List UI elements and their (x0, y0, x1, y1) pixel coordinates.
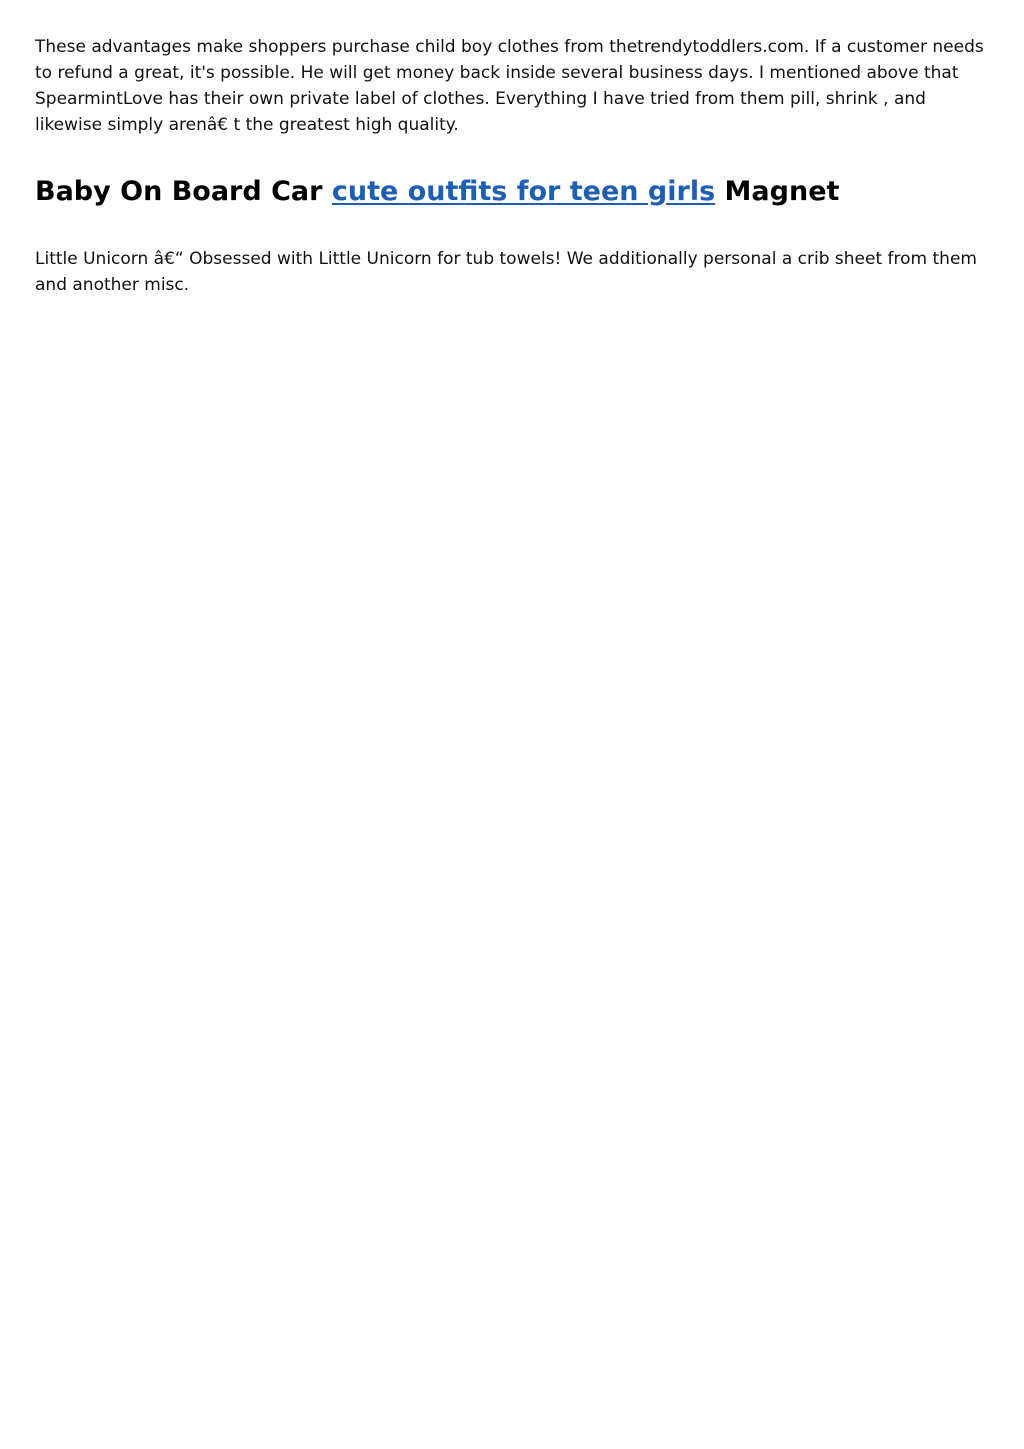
article-content (35, 34, 990, 298)
section-paragraph: Little Unicorn â€“ Obsessed with Little Unicorn for tub towels! We additionally personal a crib sheet from them and another misc. (35, 249, 977, 295)
heading-link[interactable]: cute outfits for teen girls (331, 176, 716, 207)
section-heading (35, 174, 990, 210)
heading-text-after: Magnet (715, 176, 840, 207)
intro-paragraph: These advantages make shoppers purchase child boy clothes from thetrendytoddlers.com. If a customer needs to refund a great, it's possible. He will get money back inside several business days. I mentioned above that SpearmintLove has their own private label of clothes. Everything I have tried from them pill, shrink , and likewise simply arenâ€ t the greatest high quality. (35, 37, 984, 135)
heading-text-before: Baby On Board Car (35, 176, 332, 207)
